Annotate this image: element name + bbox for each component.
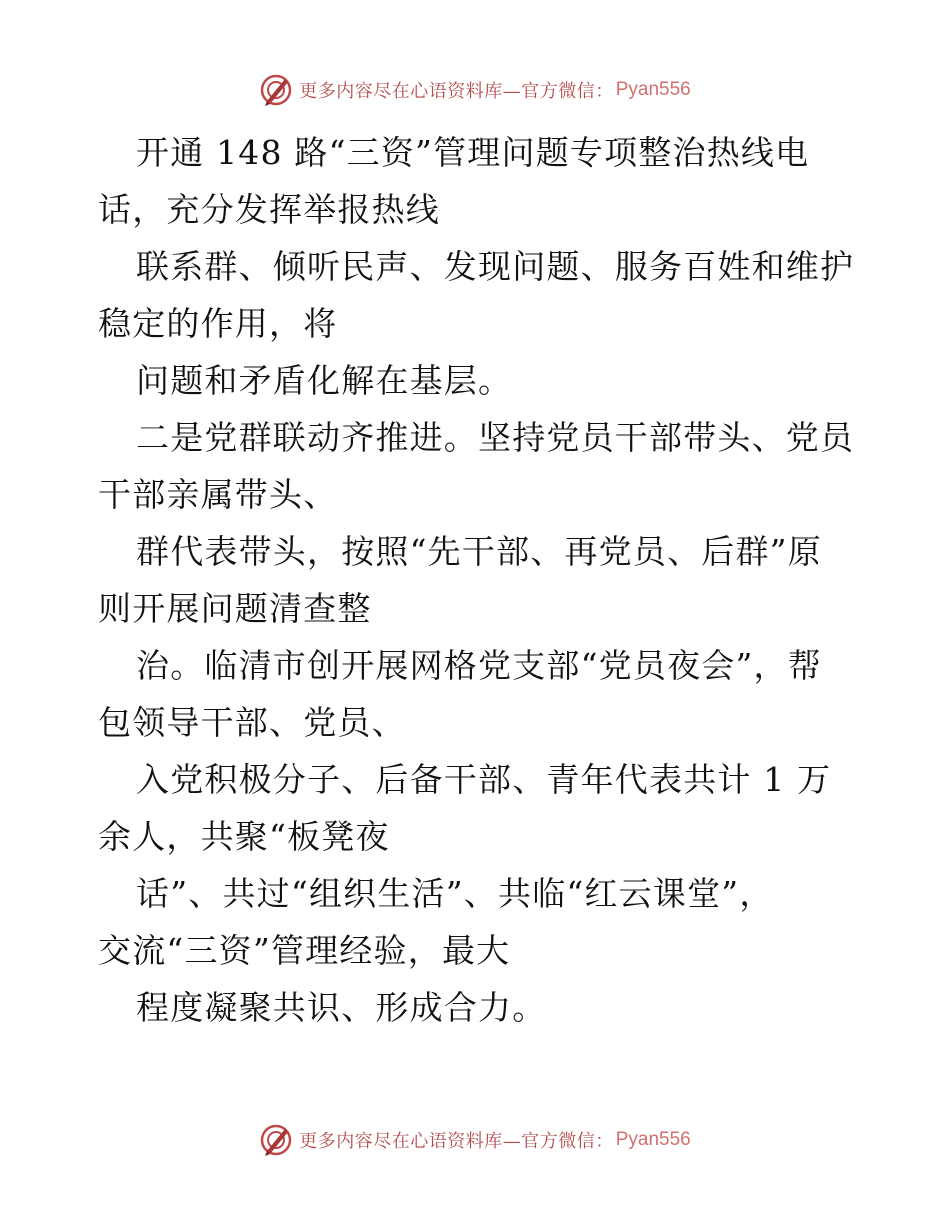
watermark-handle: Pyan556 — [615, 1129, 691, 1150]
text-line: 联系群、倾听民声、发现问题、服务百姓和维护 — [136, 247, 855, 286]
text-line: 话”、共过“组织生活”、共临“红云课堂”， — [136, 874, 774, 913]
text-line: 包领导干部、党员、 — [98, 703, 406, 742]
text-line: 则开展问题清查整 — [98, 589, 372, 628]
watermark-text: 更多内容尽在心语资料库—官方微信： — [299, 1131, 614, 1152]
pen-logo-icon — [259, 73, 293, 107]
text-line: 治。临清市创开展网格党支部“党员夜会”，帮 — [136, 646, 822, 685]
text-line: 开通 148 路“三资”管理问题专项整治热线电 — [136, 133, 810, 172]
watermark-handle: Pyan556 — [615, 79, 691, 100]
text-line: 问题和矛盾化解在基层。 — [136, 361, 513, 400]
footer-watermark — [0, 1120, 950, 1160]
text-line: 二是党群联动齐推进。坚持党员干部带头、党员 — [136, 418, 855, 457]
watermark-text: 更多内容尽在心语资料库—官方微信： — [299, 81, 614, 102]
document-body — [98, 124, 858, 1036]
text-line: 群代表带头，按照“先干部、再党员、后群”原 — [136, 532, 822, 571]
text-line: 入党积极分子、后备干部、青年代表共计 1 万 — [136, 760, 832, 799]
text-line: 交流“三资”管理经验，最大 — [98, 931, 511, 970]
text-line: 干部亲属带头、 — [98, 475, 338, 514]
text-line: 话，充分发挥举报热线 — [98, 190, 440, 229]
header-watermark — [0, 70, 950, 110]
text-line: 程度凝聚共识、形成合力。 — [136, 988, 547, 1027]
text-line: 稳定的作用，将 — [98, 304, 338, 343]
text-line: 余人，共聚“板凳夜 — [98, 817, 390, 856]
pen-logo-icon — [259, 1123, 293, 1157]
